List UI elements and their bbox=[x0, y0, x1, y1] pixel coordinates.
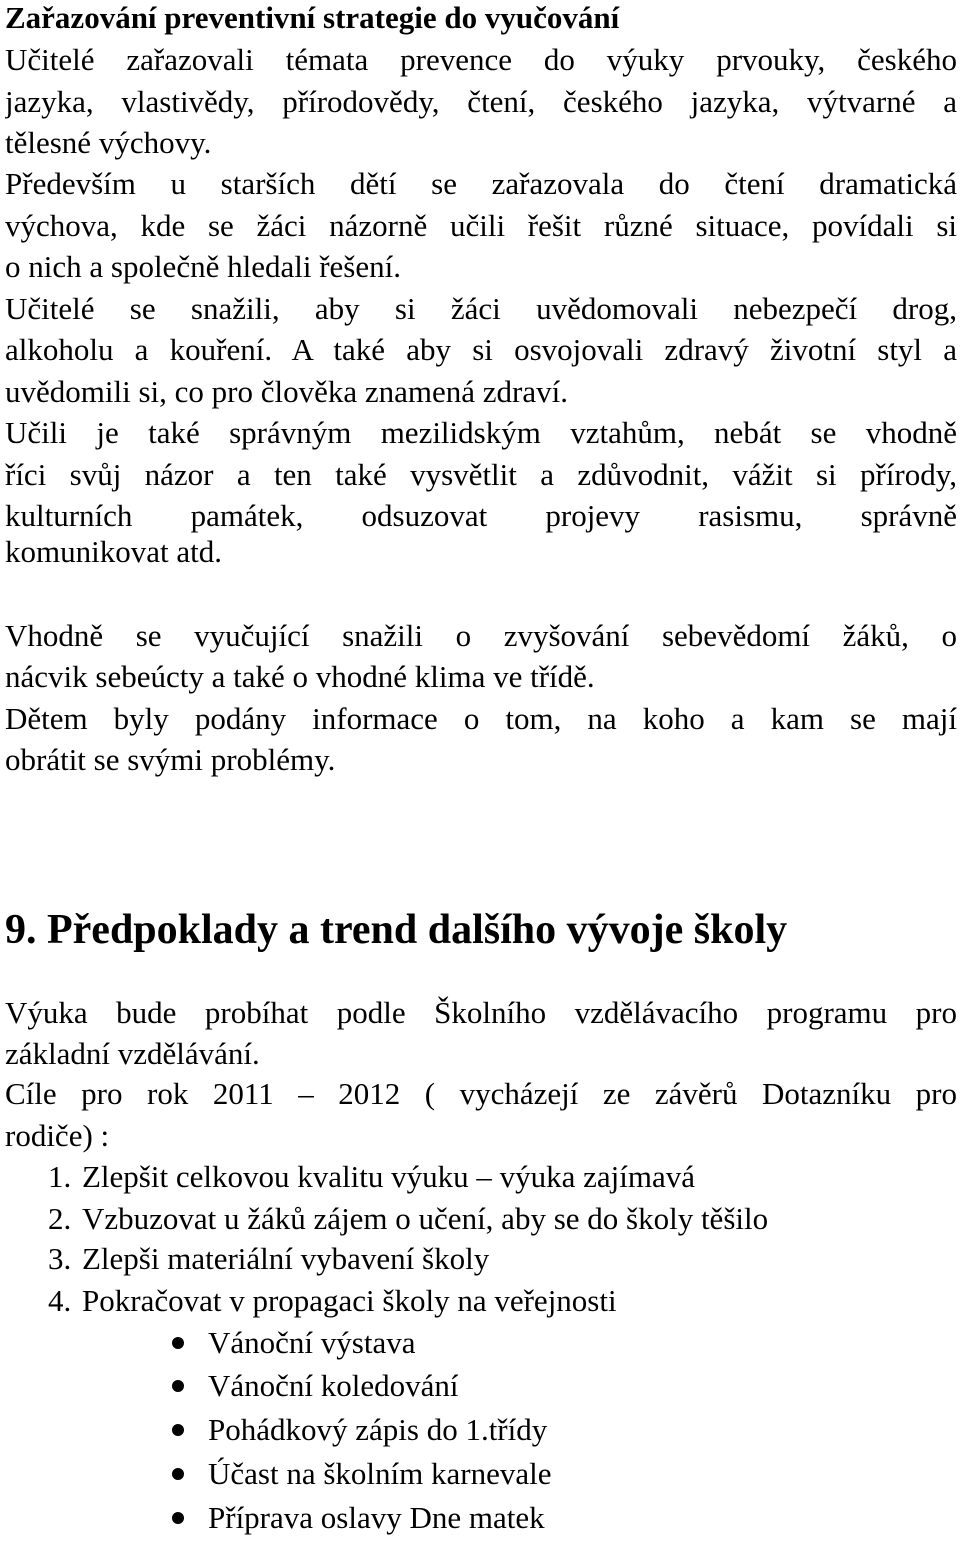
bullet-text: Účast na školním karnevale bbox=[208, 1456, 552, 1491]
paragraph-line: komunikovat atd. bbox=[5, 534, 222, 569]
bullet-icon bbox=[172, 1468, 184, 1480]
paragraph-line: jazyka, vlastivědy, přírodovědy, čtení, českého jazyka, výtvarné a bbox=[5, 84, 957, 119]
paragraph-line: Výuka bude probíhat podle Školního vzdělávacího programu pro bbox=[5, 995, 957, 1030]
paragraph-line: Především u starších dětí se zařazovala do čtení dramatická bbox=[5, 166, 957, 201]
bullet-text: Vánoční koledování bbox=[208, 1368, 459, 1403]
paragraph-line: Vhodně se vyučující snažili o zvyšování sebevědomí žáků, o bbox=[5, 618, 957, 653]
list-number: 1. bbox=[48, 1159, 72, 1194]
list-number: 3. bbox=[48, 1241, 72, 1276]
bullet-icon bbox=[172, 1337, 184, 1349]
paragraph-line: Učitelé se snažili, aby si žáci uvědomovali nebezpečí drog, bbox=[5, 291, 957, 326]
paragraph-line: Cíle pro rok 2011 – 2012 ( vycházejí ze závěrů Dotazníku pro bbox=[5, 1076, 957, 1111]
section-heading: Zařazování preventivní strategie do vyučování bbox=[5, 0, 620, 35]
bullet-icon bbox=[172, 1424, 184, 1436]
bullet-text: Příprava oslavy Dne matek bbox=[208, 1500, 545, 1535]
paragraph-line: uvědomili si, co pro člověka znamená zdraví. bbox=[5, 374, 568, 409]
paragraph-line: Učili je také správným mezilidským vztahům, nebát se vhodně bbox=[5, 415, 957, 450]
chapter-heading: 9. Předpoklady a trend dalšího vývoje školy bbox=[5, 907, 788, 953]
list-text: Vzbuzovat u žáků zájem o učení, aby se do školy těšilo bbox=[82, 1201, 769, 1236]
list-text: Pokračovat v propagaci školy na veřejnosti bbox=[82, 1283, 617, 1318]
paragraph-line: tělesné výchovy. bbox=[5, 125, 212, 160]
bullet-text: Vánoční výstava bbox=[208, 1325, 416, 1360]
bullet-text: Pohádkový zápis do 1.třídy bbox=[208, 1412, 548, 1447]
paragraph-line: obrátit se svými problémy. bbox=[5, 742, 336, 777]
paragraph-line: kulturních památek, odsuzovat projevy rasismu, správně bbox=[5, 498, 957, 533]
paragraph-line: Dětem byly podány informace o tom, na koho a kam se mají bbox=[5, 701, 957, 736]
paragraph-line: říci svůj názor a ten také vysvětlit a zdůvodnit, vážit si přírody, bbox=[5, 457, 957, 492]
bullet-icon bbox=[172, 1380, 184, 1392]
paragraph-line: výchova, kde se žáci názorně učili řešit různé situace, povídali si bbox=[5, 208, 957, 243]
list-text: Zlepši materiální vybavení školy bbox=[82, 1241, 490, 1276]
list-number: 4. bbox=[48, 1283, 72, 1318]
list-number: 2. bbox=[48, 1201, 72, 1236]
paragraph-line: nácvik sebeúcty a také o vhodné klima ve třídě. bbox=[5, 659, 595, 694]
paragraph-line: Učitelé zařazovali témata prevence do výuky prvouky, českého bbox=[5, 42, 957, 77]
paragraph-line: alkoholu a kouření. A také aby si osvojovali zdravý životní styl a bbox=[5, 332, 957, 367]
paragraph-line: rodiče) : bbox=[5, 1118, 110, 1153]
paragraph-line: o nich a společně hledali řešení. bbox=[5, 249, 401, 284]
list-text: Zlepšit celkovou kvalitu výuku – výuka zajímavá bbox=[82, 1159, 695, 1194]
bullet-icon bbox=[172, 1512, 184, 1524]
paragraph-line: základní vzdělávání. bbox=[5, 1036, 260, 1071]
